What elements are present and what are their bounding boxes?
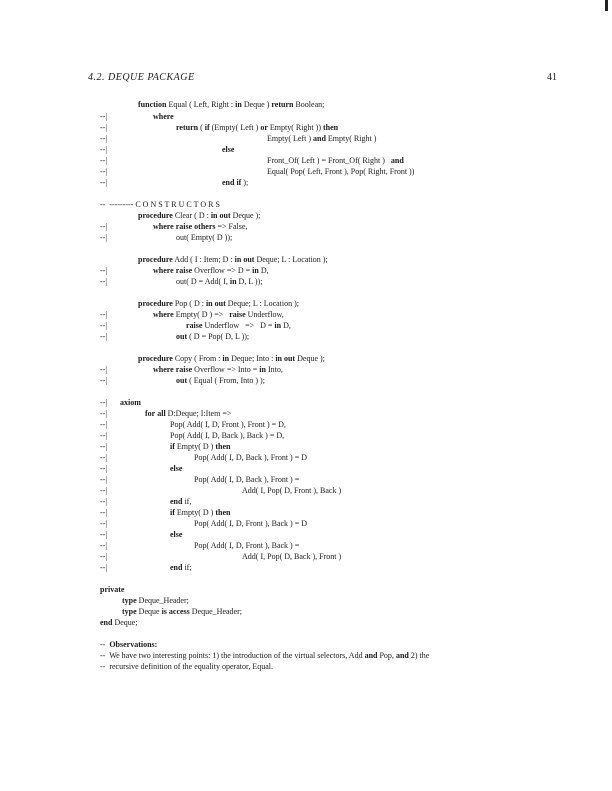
code-text: where [153,112,174,121]
code-text: -- Observations: [100,640,158,649]
code-text: Pop( Add( I, D, Back ), Front ) = D [194,453,308,462]
page-number: 41 [547,72,557,83]
code-text: procedure Copy ( From : in Deque; Into : in out Deque ); [138,354,325,363]
code-text: end Deque; [100,618,138,627]
code-line [0,375,612,386]
annotation-marker: --| [100,222,107,231]
code-text: where raise Overflow => Into = in Into, [153,365,283,374]
code-text: return ( if (Empty( Left ) or Empty( Right )) then [176,123,339,132]
code-line [0,166,612,177]
code-text: else [170,530,183,539]
code-text: Add( I, Pop( D, Front ), Back ) [242,486,342,495]
section-header: 4.2. DEQUE PACKAGE [88,72,195,83]
annotation-marker: --| [100,530,107,539]
code-line [0,441,612,452]
code-line [0,265,612,276]
code-line [0,540,612,551]
code-text: Pop( Add( I, D, Front ), Back ) = D [194,519,308,528]
code-text: else [170,464,183,473]
annotation-marker: --| [100,277,107,286]
code-text: procedure Add ( I : Item; D : in out Deque; L : Location ); [138,255,328,264]
annotation-marker: --| [100,508,107,517]
code-text: Pop( Add( I, D, Front ), Back ) = [194,541,300,550]
code-line [0,661,612,672]
code-text: Empty( Left ) and Empty( Right ) [267,134,377,143]
annotation-marker: --| [100,123,107,132]
code-line [0,298,612,309]
code-line [0,419,612,430]
code-line [0,496,612,507]
code-text: Front_Of( Left ) = Front_Of( Right ) and [267,156,404,165]
annotation-marker: --| [100,431,107,440]
annotation-marker: --| [100,442,107,451]
code-text: out( Empty( D )); [176,233,233,242]
code-line [0,155,612,166]
code-text: Pop( Add( I, D, Back ), Back ) = D, [170,431,285,440]
code-line [0,320,612,331]
code-line [0,430,612,441]
annotation-marker: --| [100,453,107,462]
code-text: raise Underflow => D = in D, [186,321,291,330]
code-line [0,474,612,485]
code-line [0,111,612,122]
code-text: type Deque_Header; [122,596,189,605]
annotation-marker: --| [100,266,107,275]
code-text: else [222,145,235,154]
code-line [0,584,612,595]
code-line [0,518,612,529]
annotation-marker: --| [100,563,107,572]
code-text: if Empty( D ) then [170,442,231,451]
annotation-marker: --| [100,552,107,561]
code-text: type Deque is access Deque_Header; [122,607,242,616]
code-line [0,309,612,320]
code-line [0,133,612,144]
code-line [0,210,612,221]
annotation-marker: --| [100,475,107,484]
code-line [0,397,612,408]
code-line [0,639,612,650]
code-text: Pop( Add( I, D, Front ), Front ) = D, [170,420,286,429]
annotation-marker: --| [100,112,107,121]
code-line [0,99,612,110]
code-text: -- We have two interesting points: 1) the introduction of the virtual selectors, Add and Pop, and 2) the [100,651,430,660]
code-line [0,452,612,463]
annotation-marker: --| [100,409,107,418]
annotation-marker: --| [100,134,107,143]
annotation-marker: --| [100,398,107,407]
code-line [0,122,612,133]
annotation-marker: --| [100,167,107,176]
code-text: Add( I, Pop( D, Back ), Front ) [242,552,342,561]
code-line [0,617,612,628]
code-text: axiom [120,398,141,407]
annotation-marker: --| [100,541,107,550]
code-line [0,408,612,419]
annotation-marker: --| [100,332,107,341]
code-line [0,529,612,540]
code-line [0,254,612,265]
code-line [0,551,612,562]
annotation-marker: --| [100,486,107,495]
annotation-marker: --| [100,145,107,154]
code-line [0,177,612,188]
code-line [0,507,612,518]
annotation-marker: --| [100,376,107,385]
code-line [0,353,612,364]
code-line [0,562,612,573]
code-text: procedure Clear ( D : in out Deque ); [138,211,261,220]
code-text: procedure Pop ( D : in out Deque; L : Location ); [138,299,300,308]
code-line [0,485,612,496]
code-line [0,221,612,232]
code-text: function Equal ( Left, Right : in Deque ) return Boolean; [138,100,325,109]
code-line [0,276,612,287]
annotation-marker: --| [100,365,107,374]
annotation-marker: --| [100,233,107,242]
code-text: for all D:Deque; I:Item => [145,409,232,418]
code-text: end if; [170,563,192,572]
code-text: Pop( Add( I, D, Back ), Front ) = [194,475,300,484]
code-text: private [100,585,125,594]
code-text: -- recursive definition of the equality operator, Equal. [100,662,274,671]
annotation-marker: --| [100,310,107,319]
annotation-marker: --| [100,420,107,429]
code-line [0,199,612,210]
code-text: where Empty( D ) => raise Underflow, [153,310,284,319]
code-line [0,232,612,243]
code-line [0,331,612,342]
code-text: end if, [170,497,192,506]
annotation-marker: --| [100,178,107,187]
code-text: Equal( Pop( Left, Front ), Pop( Right, Front )) [267,167,415,176]
code-text: if Empty( D ) then [170,508,231,517]
annotation-marker: --| [100,497,107,506]
code-text: where raise Overflow => D = in D, [153,266,269,275]
code-text: end if ); [222,178,249,187]
code-text: -- --------- C O N S T R U C T O R S [100,200,220,209]
code-text: out( D = Add( I, in D, L )); [176,277,263,286]
code-text: where raise others => False, [153,222,248,231]
code-line [0,595,612,606]
code-line [0,364,612,375]
code-line [0,606,612,617]
code-text: out ( Equal ( From, Into ) ); [176,376,265,385]
code-line [0,650,612,661]
annotation-marker: --| [100,519,107,528]
annotation-marker: --| [100,464,107,473]
annotation-marker: --| [100,321,107,330]
annotation-marker: --| [100,156,107,165]
code-line [0,463,612,474]
code-line [0,144,612,155]
code-text: out ( D = Pop( D, L )); [176,332,250,341]
